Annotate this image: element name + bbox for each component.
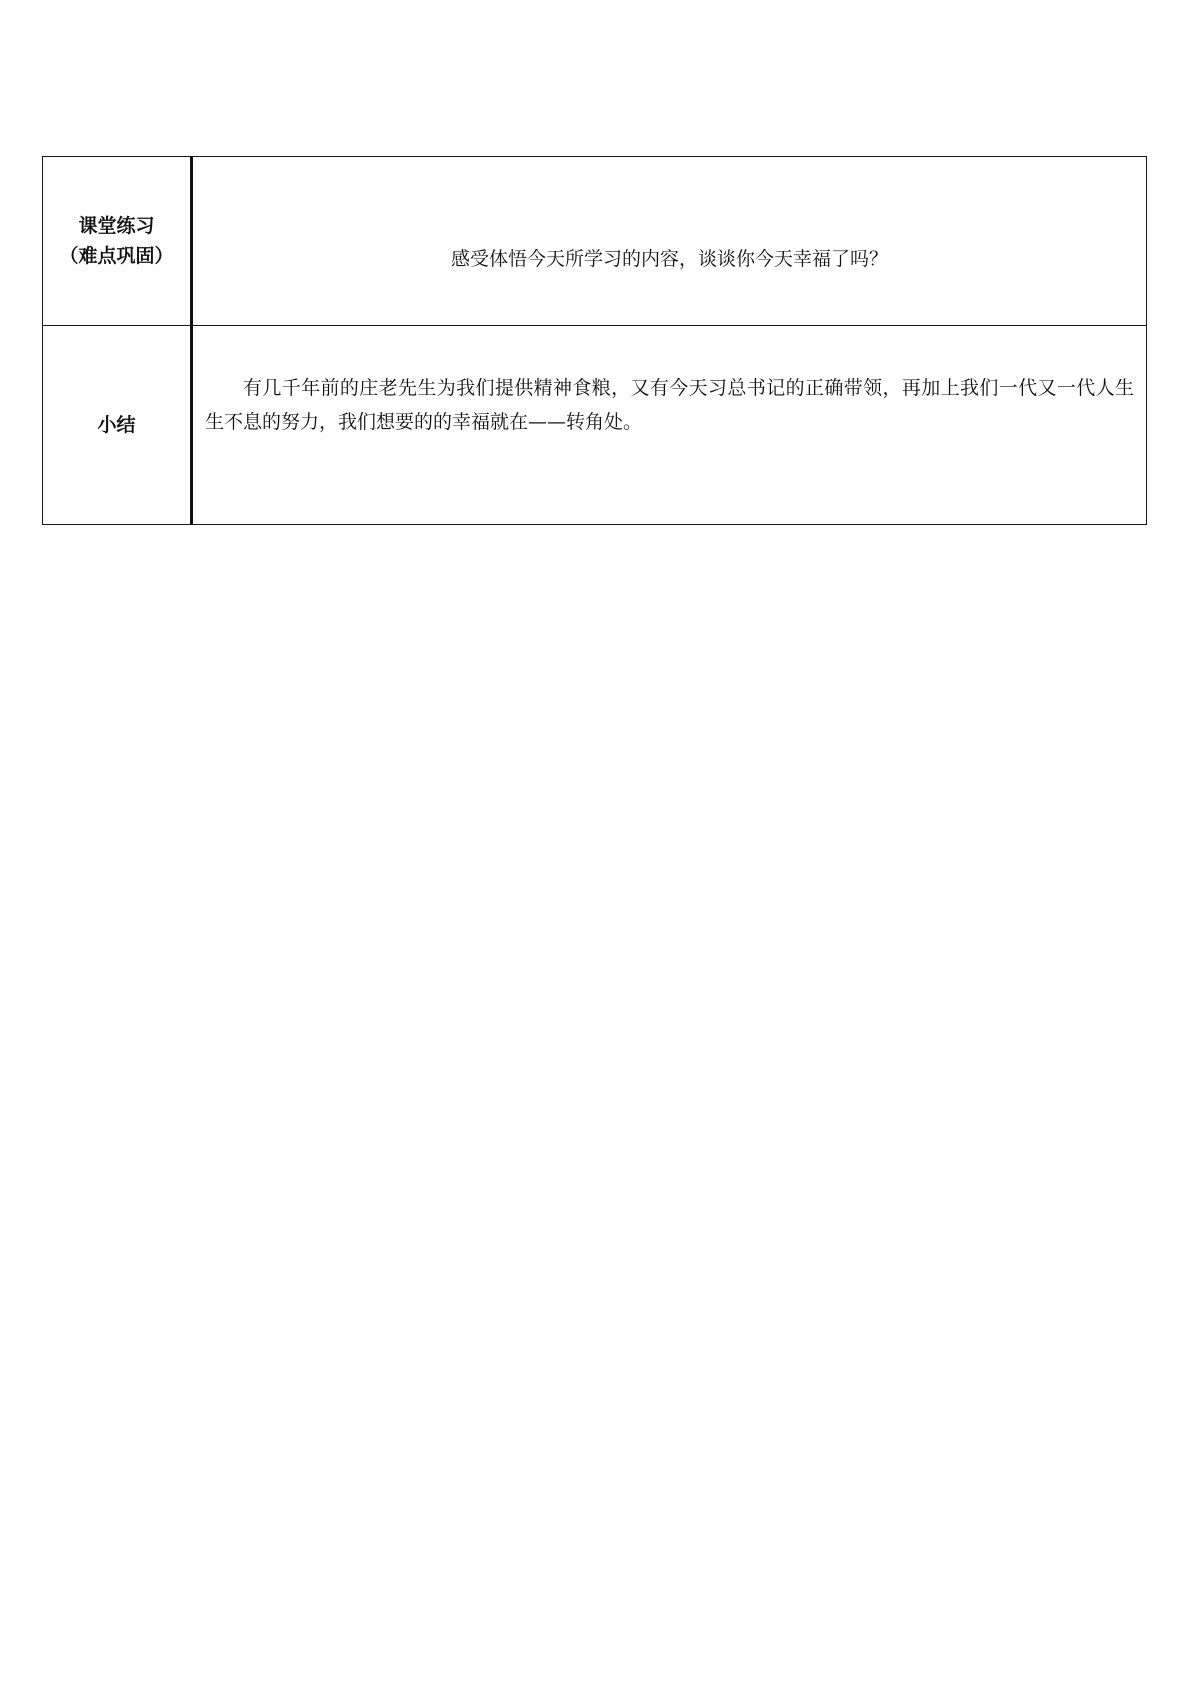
row-content-summary [192,326,1147,525]
summary-paragraph: 有几千年前的庄老先生为我们提供精神食粮，又有今天习总书记的正确带领，再加上我们一代又一代人生生不息的努力，我们想要的的幸福就在——转角处。 [205,377,1134,433]
table-row-summary [43,326,1147,525]
exercise-prompt-text: 感受体悟今天所学习的内容，谈谈你今天幸福了吗？ [450,248,888,270]
row-label-summary [43,326,192,525]
row-label-classroom-exercise [43,157,192,326]
row-label-line: 小结 [97,414,136,436]
row-content-classroom-exercise [192,157,1147,326]
table-row-classroom-exercise [43,157,1147,326]
row-label-line: （难点巩固） [59,245,174,267]
row-label-line: 课堂练习 [78,215,155,237]
lesson-plan-table [42,156,1147,525]
